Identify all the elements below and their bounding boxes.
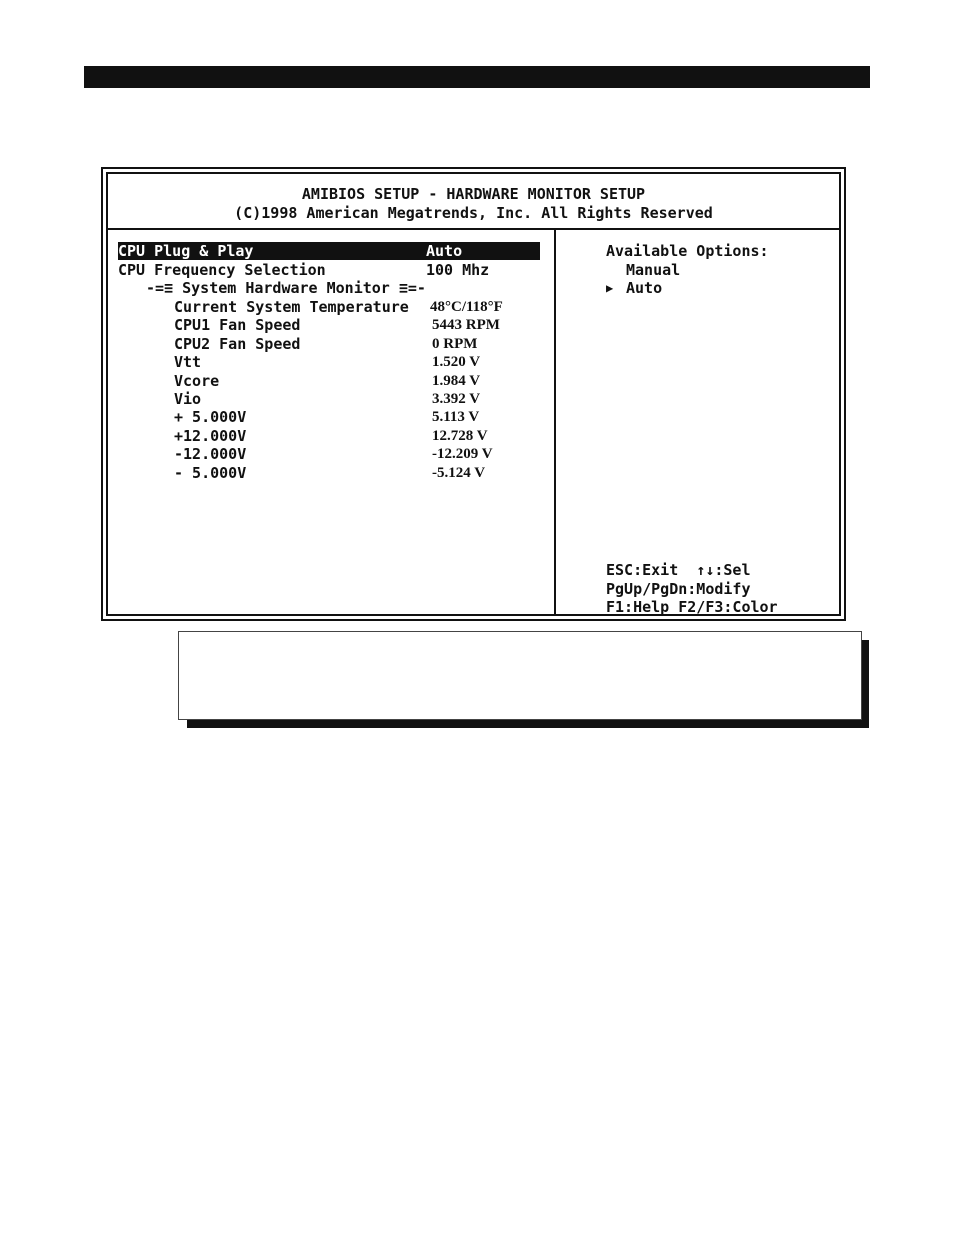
settings-panel	[108, 230, 554, 614]
setting-value: Auto	[426, 242, 463, 260]
note-box	[178, 631, 862, 720]
reading-row	[174, 427, 488, 445]
option-manual[interactable]: Manual	[626, 261, 681, 279]
reading-value: 1.520 V	[432, 354, 481, 370]
reading-label: Current System Temperature	[174, 298, 409, 316]
bios-header	[108, 174, 839, 230]
setting-label: CPU Plug & Play	[118, 242, 254, 260]
note-box-shadow	[862, 640, 869, 728]
reading-row	[174, 390, 481, 408]
reading-row	[174, 408, 480, 426]
note-box-shadow	[187, 720, 869, 728]
reading-label: Vtt	[174, 353, 202, 371]
reading-row	[174, 335, 478, 353]
reading-value: 48°C/118°F	[430, 299, 503, 315]
available-options-title: Available Options:	[606, 242, 769, 260]
setting-value: 100 Mhz	[426, 261, 490, 279]
selected-arrow-icon: ▶	[606, 281, 614, 295]
bios-copyright: (C)1998 American Megatrends, Inc. All Rights Reserved	[234, 204, 713, 222]
page-header-rule	[84, 66, 870, 88]
reading-value: 0 RPM	[432, 336, 478, 352]
reading-label: +12.000V	[174, 427, 247, 445]
reading-row	[174, 445, 493, 463]
reading-label: - 5.000V	[174, 464, 247, 482]
option-auto[interactable]: Auto	[626, 279, 663, 297]
reading-value: 5.113 V	[432, 409, 480, 425]
reading-row	[174, 464, 486, 482]
reading-value: 1.984 V	[432, 373, 481, 389]
reading-row	[174, 316, 500, 334]
setting-label: CPU Frequency Selection	[118, 261, 326, 279]
reading-value: -12.209 V	[432, 446, 493, 462]
reading-label: Vcore	[174, 372, 220, 390]
reading-value: -5.124 V	[432, 465, 486, 481]
options-panel	[556, 230, 839, 614]
reading-label: CPU2 Fan Speed	[174, 335, 301, 353]
bios-frame	[106, 172, 841, 616]
setting-cpu-plug-and-play[interactable]	[118, 242, 540, 260]
reading-value: 12.728 V	[432, 428, 488, 444]
bios-title: AMIBIOS SETUP - HARDWARE MONITOR SETUP	[301, 185, 646, 203]
bios-setup-screen	[101, 167, 846, 621]
help-exit-select: ESC:Exit ↑↓:Sel	[606, 561, 751, 579]
reading-value: 3.392 V	[432, 391, 481, 407]
help-modify: PgUp/PgDn:Modify	[606, 580, 751, 598]
reading-label: Vio	[174, 390, 202, 408]
monitor-section-title: -=≡ System Hardware Monitor ≡=-	[146, 279, 426, 297]
reading-row	[174, 372, 481, 390]
setting-cpu-frequency-selection[interactable]	[118, 261, 490, 279]
help-color: F1:Help F2/F3:Color	[606, 598, 778, 616]
reading-row	[174, 353, 481, 371]
reading-row	[174, 298, 503, 316]
reading-label: CPU1 Fan Speed	[174, 316, 301, 334]
reading-value: 5443 RPM	[432, 317, 500, 333]
reading-label: + 5.000V	[174, 408, 247, 426]
reading-label: -12.000V	[174, 445, 247, 463]
